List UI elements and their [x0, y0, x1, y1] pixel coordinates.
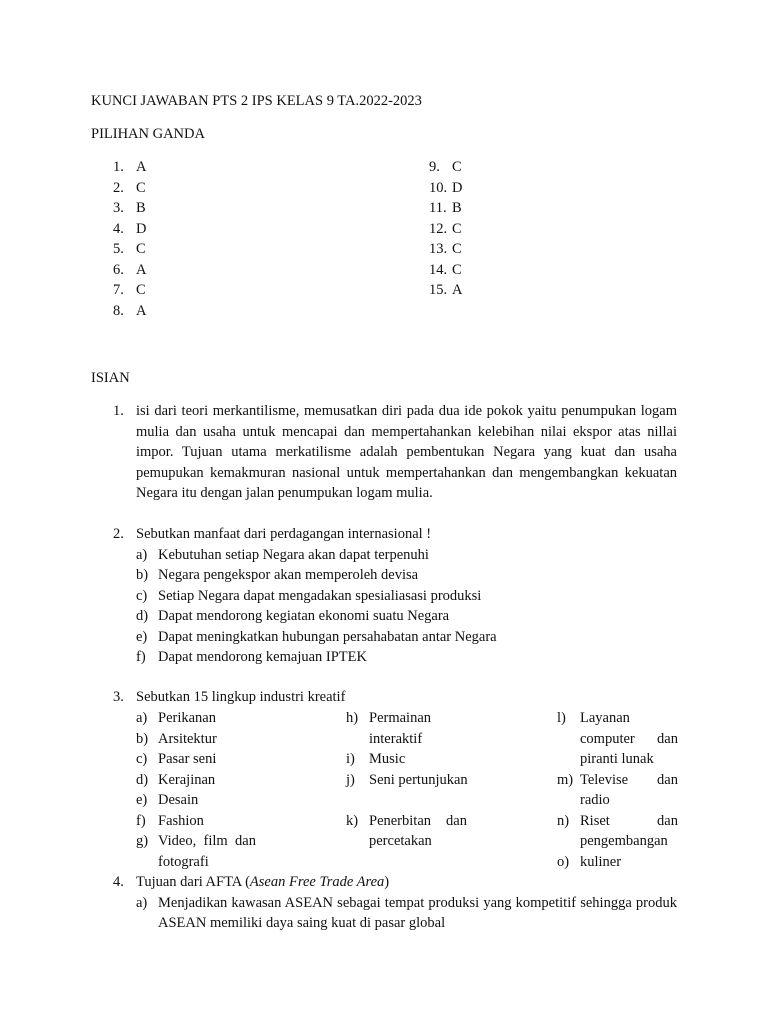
list-label: g) — [136, 833, 149, 849]
answer-letter: C — [452, 159, 462, 175]
answer-row — [113, 301, 146, 322]
list-label: e) — [136, 628, 148, 645]
answer-letter: C — [136, 241, 146, 257]
answer-row — [429, 260, 462, 281]
list-item: Pasar seni — [158, 751, 217, 767]
answer-letter: B — [136, 200, 146, 216]
list-item: Permainan interaktif — [369, 710, 432, 747]
list-item: Arsitektur — [158, 730, 217, 747]
list-item: Kebutuhan setiap Negara akan dapat terpenuhi — [158, 546, 429, 563]
answer-number: 2. — [113, 179, 124, 196]
question-suffix: ) — [384, 874, 390, 890]
answer-row — [113, 239, 146, 260]
answer-row — [113, 157, 146, 178]
question-text: Sebutkan 15 lingkup industri kreatif — [136, 689, 346, 705]
answer-number: 13. — [429, 241, 448, 257]
answer-row — [113, 280, 146, 301]
list-item: Penerbitan dan percetakan — [369, 812, 467, 849]
question-text — [136, 872, 389, 893]
question-number: 4. — [113, 874, 124, 890]
answer-number: 4. — [113, 220, 124, 237]
answer-row — [113, 260, 146, 281]
answer-row — [113, 219, 146, 240]
answer-paragraph: isi dari teori merkantilisme, memusatkan diri pada dua ide pokok yaitu penumpukan logam mulia dan usaha untuk mencapai dan mempertahankan kelebihan nilai ekspor atas nillai impor. Tujuan utama merkatilisme adalah pembentukan Negara yang kuat dan usaha pemupukan kemakmuran nasional untuk mempertahankan dan mengembangkan kekuatan Negara itu dengan jalan penumpukan logam mulia. — [136, 403, 677, 501]
list-label: b) — [136, 730, 149, 747]
question-number: 2. — [113, 526, 124, 542]
list-item: Riset dan pengembangan — [580, 812, 678, 849]
list-item: Fashion — [158, 812, 204, 829]
document-title: KUNCI JAWABAN PTS 2 IPS KELAS 9 TA.2022-2023 — [91, 93, 422, 109]
list-label: e) — [136, 792, 148, 808]
list-label: d) — [136, 608, 149, 624]
answer-letter: C — [452, 261, 462, 278]
answer-number: 12. — [429, 220, 448, 237]
answer-row — [113, 178, 146, 199]
list-label: c) — [136, 751, 148, 767]
answer-row — [429, 157, 462, 178]
answer-row — [429, 178, 462, 199]
answer-row — [429, 198, 462, 219]
answer-row — [113, 198, 146, 219]
list-item: Kerajinan — [158, 771, 216, 788]
list-label: m) — [557, 771, 574, 788]
answer-letter: C — [136, 282, 146, 298]
answer-letter: D — [136, 220, 147, 237]
list-label: f) — [136, 812, 146, 829]
question-number: 1. — [113, 403, 124, 419]
isian-heading: ISIAN — [91, 370, 130, 386]
question-prefix: Tujuan dari AFTA ( — [136, 874, 250, 890]
list-item: Televise dan radio — [580, 771, 678, 808]
list-label: i) — [346, 751, 355, 767]
answer-number: 7. — [113, 282, 124, 298]
list-item: kuliner — [580, 853, 622, 870]
answer-letter: A — [136, 302, 147, 319]
list-label: b) — [136, 567, 149, 583]
list-label: j) — [346, 771, 355, 788]
answer-letter: D — [452, 179, 463, 196]
answer-number: 1. — [113, 159, 124, 175]
list-item: Video, film dan fotografi — [158, 833, 256, 870]
list-label: o) — [557, 853, 570, 870]
list-item: Menjadikan kawasan ASEAN sebagai tempat produksi yang kompetitif sehingga produk ASEAN memiliki daya saing kuat di pasar global — [158, 894, 677, 931]
list-item: Music — [369, 751, 406, 767]
list-item: Seni pertunjukan — [369, 771, 468, 788]
list-item: Dapat meningkatkan hubungan persahabatan antar Negara — [158, 628, 497, 645]
list-label: a) — [136, 894, 148, 911]
answer-number: 8. — [113, 302, 124, 319]
list-item: Negara pengekspor akan memperoleh devisa — [158, 567, 419, 583]
question-number: 3. — [113, 689, 124, 705]
list-label: d) — [136, 771, 149, 788]
list-item: Dapat mendorong kegiatan ekonomi suatu Negara — [158, 608, 450, 624]
question-text: Sebutkan manfaat dari perdagangan internasional ! — [136, 526, 432, 542]
answer-row — [429, 280, 462, 301]
answer-letter: C — [136, 179, 146, 196]
answer-number: 6. — [113, 261, 124, 278]
list-label: n) — [557, 812, 570, 829]
list-label: h) — [346, 710, 359, 726]
answer-row — [429, 239, 462, 260]
answer-letter: A — [136, 159, 147, 175]
list-item: Layanan computer dan piranti lunak — [580, 710, 678, 767]
list-label: c) — [136, 587, 148, 604]
list-label: k) — [346, 812, 359, 829]
list-item: Setiap Negara dapat mengadakan spesialiasasi produksi — [158, 587, 482, 604]
list-label: l) — [557, 710, 566, 726]
answer-number: 5. — [113, 241, 124, 257]
list-item: Dapat mendorong kemajuan IPTEK — [158, 649, 367, 665]
answer-row — [429, 219, 462, 240]
answer-number: 3. — [113, 200, 124, 216]
list-label: a) — [136, 710, 148, 726]
answer-letter: A — [136, 261, 147, 278]
answer-number: 11. — [429, 200, 447, 216]
answer-number: 14. — [429, 261, 448, 278]
list-label: a) — [136, 546, 148, 563]
answer-letter: B — [452, 200, 462, 216]
list-item: Desain — [158, 792, 199, 808]
pilihan-ganda-heading: PILIHAN GANDA — [91, 126, 205, 142]
answer-number: 9. — [429, 159, 440, 175]
answer-letter: C — [452, 220, 462, 237]
list-item: Perikanan — [158, 710, 216, 726]
answer-letter: A — [452, 282, 463, 298]
answer-number: 15. — [429, 282, 448, 298]
answer-letter: C — [452, 241, 462, 257]
answer-number: 10. — [429, 179, 448, 196]
question-italic: Asean Free Trade Area — [249, 874, 385, 890]
list-label: f) — [136, 649, 146, 665]
